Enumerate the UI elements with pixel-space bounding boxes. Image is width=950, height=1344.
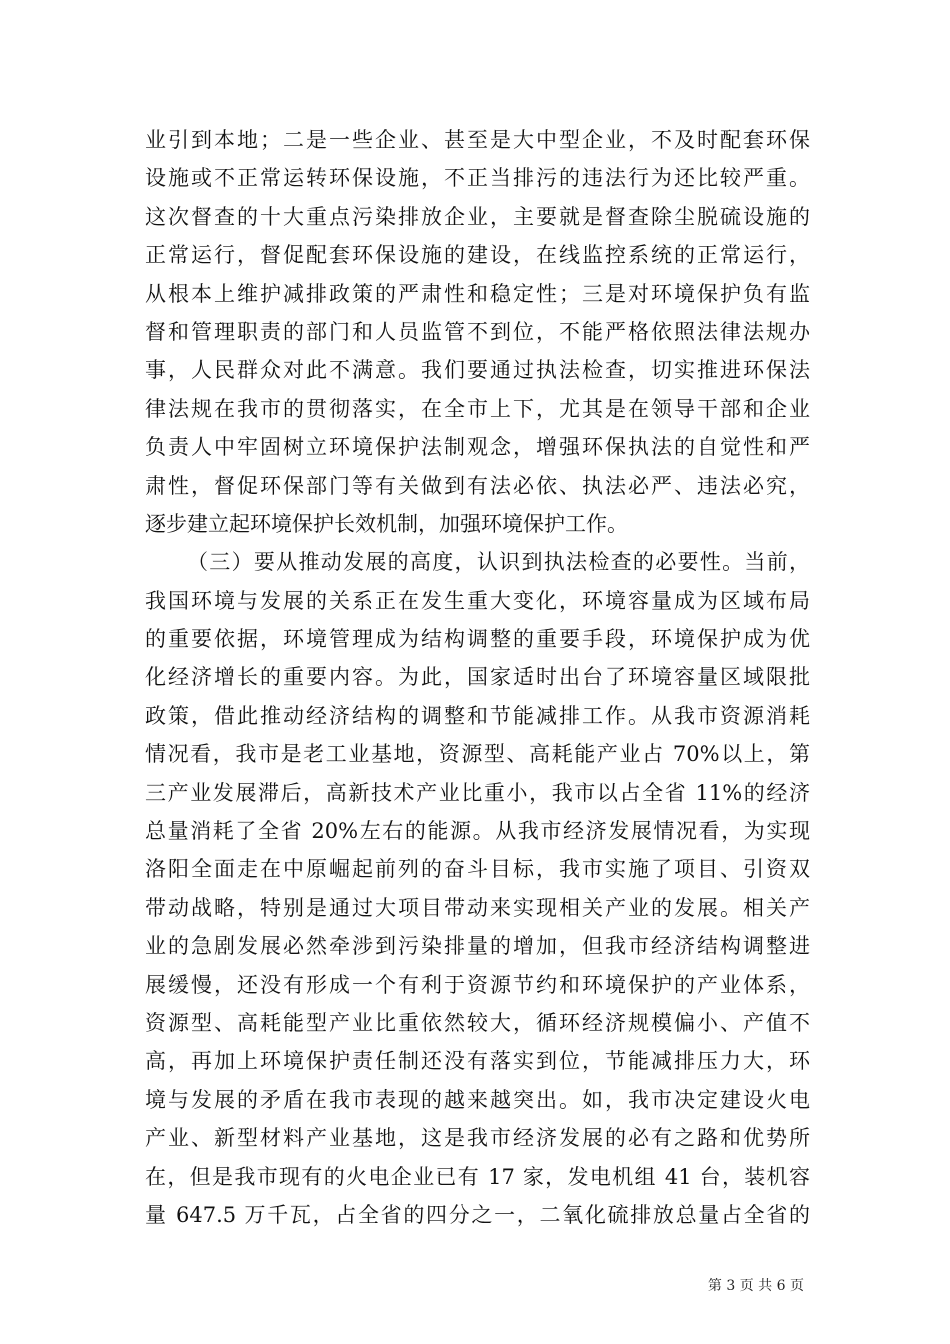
text-line: 量 647.5 万千瓦，占全省的四分之一，二氧化硫排放总量占全省的 bbox=[145, 1202, 810, 1227]
text-line: 化经济增长的重要内容。为此，国家适时出台了环境容量区域限批 bbox=[145, 665, 810, 690]
text-line: 带动战略，特别是通过大项目带动来实现相关产业的发展。相关产 bbox=[145, 895, 810, 920]
text-line: 政策，借此推动经济结构的调整和节能减排工作。从我市资源消耗 bbox=[145, 703, 810, 728]
body-text bbox=[145, 121, 810, 1234]
text-line: 高，再加上环境保护责任制还没有落实到位，节能减排压力大，环 bbox=[145, 1049, 810, 1074]
text-line: 从根本上维护减排政策的严肃性和稳定性；三是对环境保护负有监 bbox=[145, 281, 810, 306]
text-line: 总量消耗了全省 20%左右的能源。从我市经济发展情况看，为实现 bbox=[145, 819, 810, 844]
text-line-paragraph-start: （三）要从推动发展的高度，认识到执法检查的必要性。当前， bbox=[187, 550, 810, 575]
text-line: 肃性，督促环保部门等有关做到有法必依、执法必严、违法必究， bbox=[145, 473, 810, 498]
text-line: 正常运行，督促配套环保设施的建设，在线监控系统的正常运行， bbox=[145, 243, 810, 268]
text-line: 三产业发展滞后，高新技术产业比重小，我市以占全省 11%的经济 bbox=[145, 780, 810, 805]
text-line: 我国环境与发展的关系正在发生重大变化，环境容量成为区域布局 bbox=[145, 588, 810, 613]
text-line: 在，但是我市现有的火电企业已有 17 家，发电机组 41 台，装机容 bbox=[145, 1164, 810, 1189]
text-line: 的重要依据，环境管理成为结构调整的重要手段，环境保护成为优 bbox=[145, 627, 810, 652]
text-line: 情况看，我市是老工业基地，资源型、高耗能产业占 70%以上，第 bbox=[145, 742, 810, 767]
text-line: 设施或不正常运转环保设施，不正当排污的违法行为还比较严重。 bbox=[145, 166, 810, 191]
text-line: 资源型、高耗能型产业比重依然较大，循环经济规模偏小、产值不 bbox=[145, 1010, 810, 1035]
text-line: 业引到本地；二是一些企业、甚至是大中型企业，不及时配套环保 bbox=[145, 128, 810, 152]
text-line: 督和管理职责的部门和人员监管不到位，不能严格依照法律法规办 bbox=[145, 319, 810, 344]
text-line: 这次督查的十大重点污染排放企业，主要就是督查除尘脱硫设施的 bbox=[145, 204, 810, 229]
text-line-paragraph-end: 逐步建立起环境保护长效机制，加强环境保护工作。 bbox=[145, 511, 628, 536]
page-number-footer: 第 3 页 共 6 页 bbox=[707, 1278, 804, 1294]
text-line: 产业、新型材料产业基地，这是我市经济发展的必有之路和优势所 bbox=[145, 1126, 810, 1151]
text-line: 负责人中牢固树立环境保护法制观念，增强环保执法的自觉性和严 bbox=[145, 435, 810, 460]
text-line: 洛阳全面走在中原崛起前列的奋斗目标，我市实施了项目、引资双 bbox=[145, 857, 810, 882]
text-line: 事，人民群众对此不满意。我们要通过执法检查，切实推进环保法 bbox=[145, 358, 810, 383]
text-line: 业的急剧发展必然牵涉到污染排量的增加，但我市经济结构调整进 bbox=[145, 934, 810, 959]
text-line: 律法规在我市的贯彻落实，在全市上下，尤其是在领导干部和企业 bbox=[145, 396, 810, 421]
text-line: 境与发展的矛盾在我市表现的越来越突出。如，我市决定建设火电 bbox=[145, 1087, 810, 1112]
text-line: 展缓慢，还没有形成一个有利于资源节约和环境保护的产业体系， bbox=[145, 972, 810, 997]
